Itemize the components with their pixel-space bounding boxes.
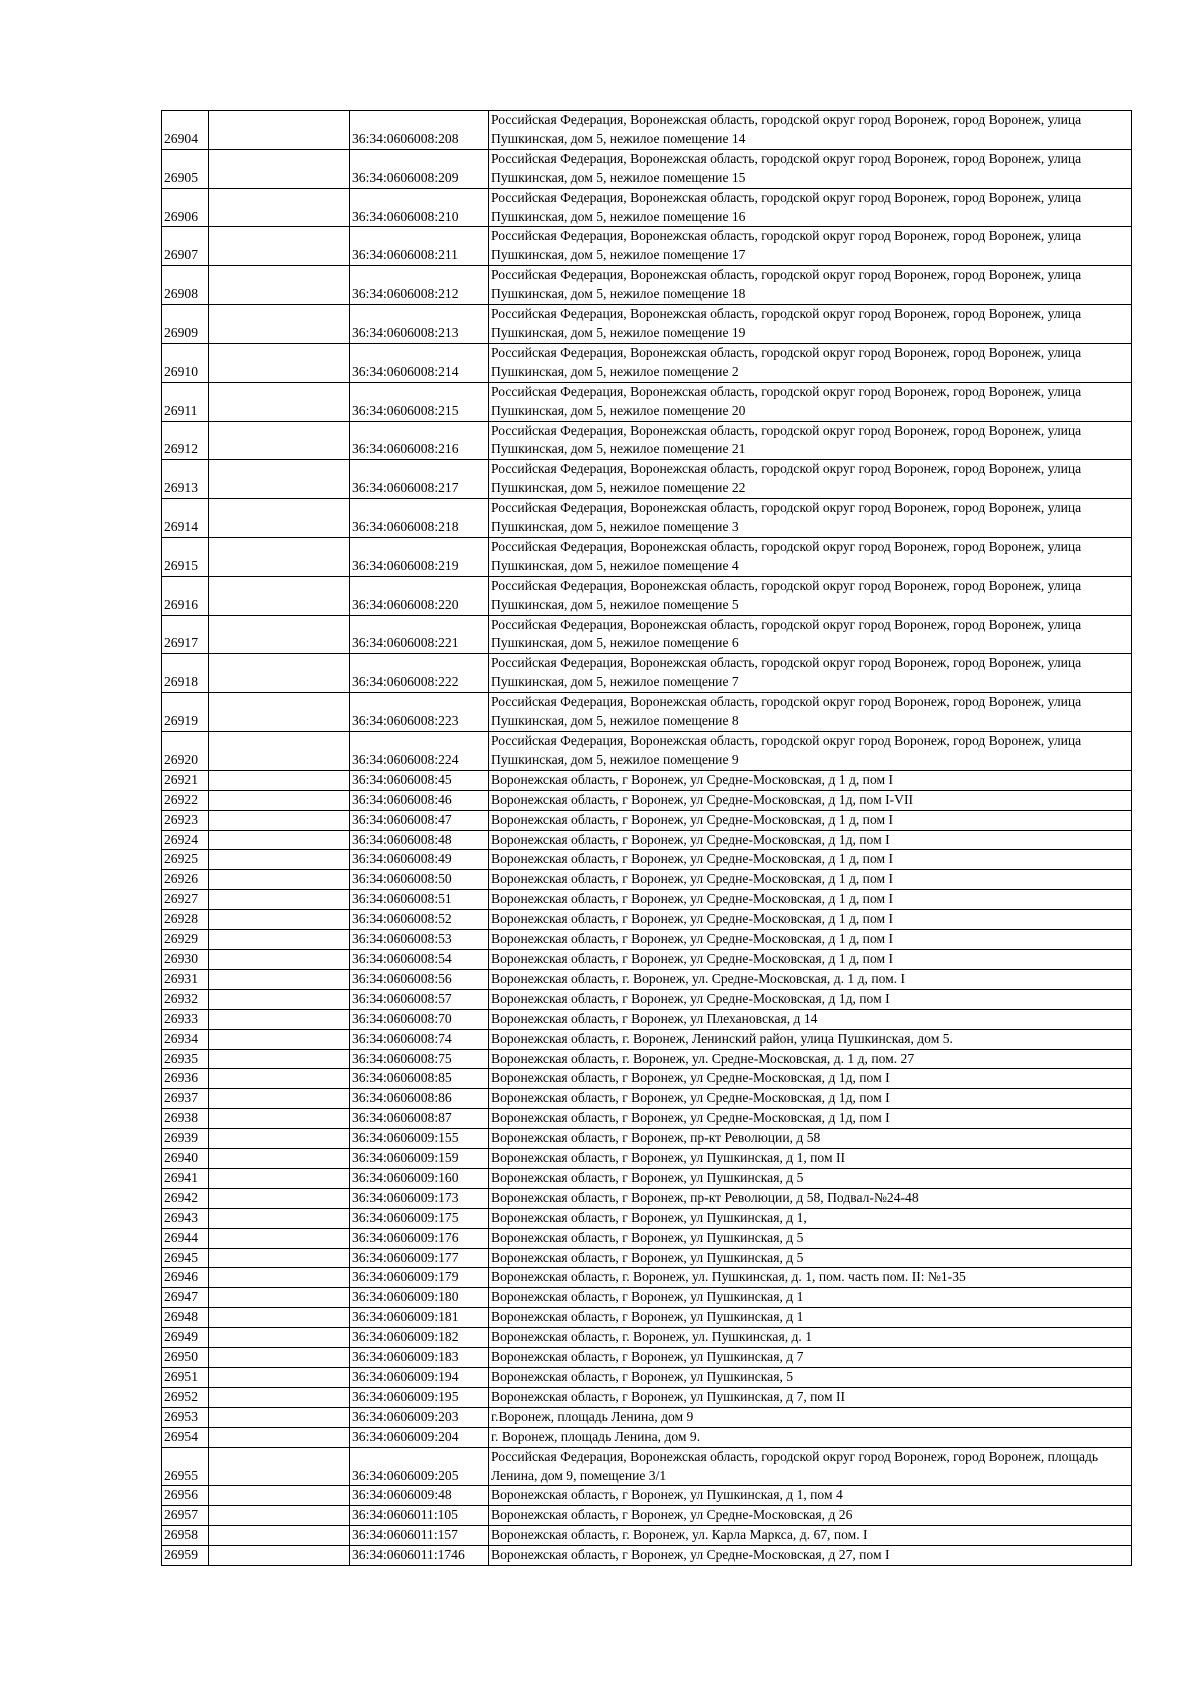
cadastral-number-cell: 36:34:0606008:45 <box>350 770 489 790</box>
row-number-cell: 26939 <box>162 1129 209 1149</box>
row-number-cell: 26935 <box>162 1049 209 1069</box>
empty-cell <box>209 382 350 421</box>
address-cell: Воронежская область, г Воронеж, пр-кт Революции, д 58 <box>489 1129 1132 1149</box>
table-row <box>162 1387 1132 1407</box>
row-number-cell: 26920 <box>162 732 209 771</box>
row-number-cell: 26955 <box>162 1447 209 1486</box>
address-cell: г. Воронеж, площадь Ленина, дом 9. <box>489 1427 1132 1447</box>
address-cell: Воронежская область, г Воронеж, ул Средне-Московская, д 1д, пом I-VII <box>489 790 1132 810</box>
cadastral-number-cell: 36:34:0606009:194 <box>350 1368 489 1388</box>
table-row <box>162 537 1132 576</box>
empty-cell <box>209 654 350 693</box>
empty-cell <box>209 1506 350 1526</box>
table-row <box>162 227 1132 266</box>
row-number-cell: 26934 <box>162 1029 209 1049</box>
row-number-cell: 26927 <box>162 890 209 910</box>
address-cell: Воронежская область, г Воронеж, ул Средне-Московская, д 1д, пом I <box>489 1089 1132 1109</box>
empty-cell <box>209 343 350 382</box>
cadastral-number-cell: 36:34:0606009:160 <box>350 1168 489 1188</box>
empty-cell <box>209 949 350 969</box>
empty-cell <box>209 1149 350 1169</box>
address-cell: г.Воронеж, площадь Ленина, дом 9 <box>489 1407 1132 1427</box>
row-number-cell: 26911 <box>162 382 209 421</box>
address-cell: Российская Федерация, Воронежская область, городской округ город Воронеж, город Воронеж, улица Пушкинская, дом 5, нежилое помещение 6 <box>489 615 1132 654</box>
table-row <box>162 1208 1132 1228</box>
address-cell: Российская Федерация, Воронежская область, городской округ город Воронеж, город Воронеж, улица Пушкинская, дом 5, нежилое помещение 15 <box>489 149 1132 188</box>
address-cell: Российская Федерация, Воронежская область, городской округ город Воронеж, город Воронеж, улица Пушкинская, дом 5, нежилое помещение 18 <box>489 266 1132 305</box>
table-row <box>162 1049 1132 1069</box>
address-cell: Воронежская область, г. Воронеж, ул. Карла Маркса, д. 67, пом. I <box>489 1526 1132 1546</box>
row-number-cell: 26954 <box>162 1427 209 1447</box>
empty-cell <box>209 149 350 188</box>
empty-cell <box>209 1526 350 1546</box>
empty-cell <box>209 499 350 538</box>
row-number-cell: 26928 <box>162 910 209 930</box>
empty-cell <box>209 969 350 989</box>
empty-cell <box>209 870 350 890</box>
table-row <box>162 1368 1132 1388</box>
row-number-cell: 26926 <box>162 870 209 890</box>
row-number-cell: 26919 <box>162 693 209 732</box>
empty-cell <box>209 1447 350 1486</box>
row-number-cell: 26950 <box>162 1348 209 1368</box>
table-row <box>162 732 1132 771</box>
address-cell: Воронежская область, г Воронеж, ул Средне-Московская, д 1д, пом I <box>489 830 1132 850</box>
cadastral-number-cell: 36:34:0606009:175 <box>350 1208 489 1228</box>
cadastral-number-cell: 36:34:0606008:219 <box>350 537 489 576</box>
table-row <box>162 266 1132 305</box>
table-row <box>162 989 1132 1009</box>
table-row <box>162 930 1132 950</box>
row-number-cell: 26946 <box>162 1268 209 1288</box>
address-cell: Воронежская область, г Воронеж, ул Средне-Московская, д 1 д, пом I <box>489 810 1132 830</box>
table-row <box>162 1268 1132 1288</box>
table-row <box>162 1129 1132 1149</box>
cadastral-number-cell: 36:34:0606011:1746 <box>350 1546 489 1566</box>
address-cell: Российская Федерация, Воронежская область, городской округ город Воронеж, город Воронеж, улица Пушкинская, дом 5, нежилое помещение 21 <box>489 421 1132 460</box>
table-row <box>162 1248 1132 1268</box>
row-number-cell: 26956 <box>162 1486 209 1506</box>
table-row <box>162 1288 1132 1308</box>
cadastral-number-cell: 36:34:0606011:105 <box>350 1506 489 1526</box>
empty-cell <box>209 693 350 732</box>
empty-cell <box>209 810 350 830</box>
table-row <box>162 382 1132 421</box>
address-cell: Воронежская область, г Воронеж, ул Средне-Московская, д 1 д, пом I <box>489 910 1132 930</box>
address-cell: Воронежская область, г Воронеж, ул Пушкинская, д 7, пом II <box>489 1387 1132 1407</box>
row-number-cell: 26914 <box>162 499 209 538</box>
cadastral-number-cell: 36:34:0606009:179 <box>350 1268 489 1288</box>
empty-cell <box>209 266 350 305</box>
table-row <box>162 1228 1132 1248</box>
row-number-cell: 26959 <box>162 1546 209 1566</box>
table-row <box>162 910 1132 930</box>
empty-cell <box>209 1089 350 1109</box>
row-number-cell: 26906 <box>162 188 209 227</box>
row-number-cell: 26909 <box>162 305 209 344</box>
address-cell: Российская Федерация, Воронежская область, городской округ город Воронеж, город Воронеж, улица Пушкинская, дом 5, нежилое помещение 19 <box>489 305 1132 344</box>
address-cell: Воронежская область, г Воронеж, ул Пушкинская, д 7 <box>489 1348 1132 1368</box>
cadastral-number-cell: 36:34:0606008:53 <box>350 930 489 950</box>
address-cell: Воронежская область, г Воронеж, ул Средне-Московская, д 1д, пом I <box>489 989 1132 1009</box>
cadastral-number-cell: 36:34:0606008:222 <box>350 654 489 693</box>
row-number-cell: 26912 <box>162 421 209 460</box>
address-cell: Воронежская область, г Воронеж, ул Средне-Московская, д 1 д, пом I <box>489 850 1132 870</box>
row-number-cell: 26933 <box>162 1009 209 1029</box>
row-number-cell: 26905 <box>162 149 209 188</box>
row-number-cell: 26940 <box>162 1149 209 1169</box>
table-row <box>162 770 1132 790</box>
empty-cell <box>209 1288 350 1308</box>
empty-cell <box>209 111 350 150</box>
table-row <box>162 969 1132 989</box>
empty-cell <box>209 850 350 870</box>
table-row <box>162 850 1132 870</box>
table-row <box>162 1526 1132 1546</box>
row-number-cell: 26952 <box>162 1387 209 1407</box>
address-cell: Российская Федерация, Воронежская область, городской округ город Воронеж, город Воронеж, улица Пушкинская, дом 5, нежилое помещение 9 <box>489 732 1132 771</box>
empty-cell <box>209 890 350 910</box>
cadastral-number-cell: 36:34:0606009:183 <box>350 1348 489 1368</box>
table-row <box>162 460 1132 499</box>
table-row <box>162 111 1132 150</box>
table-row <box>162 1407 1132 1427</box>
address-cell: Российская Федерация, Воронежская область, городской округ город Воронеж, город Воронеж, улица Пушкинская, дом 5, нежилое помещение 4 <box>489 537 1132 576</box>
cadastral-number-cell: 36:34:0606008:48 <box>350 830 489 850</box>
cadastral-number-cell: 36:34:0606008:221 <box>350 615 489 654</box>
cadastral-number-cell: 36:34:0606008:212 <box>350 266 489 305</box>
cadastral-number-cell: 36:34:0606009:182 <box>350 1328 489 1348</box>
row-number-cell: 26921 <box>162 770 209 790</box>
address-cell: Воронежская область, г. Воронеж, Ленинский район, улица Пушкинская, дом 5. <box>489 1029 1132 1049</box>
empty-cell <box>209 1328 350 1348</box>
address-cell: Воронежская область, г Воронеж, ул Средне-Московская, д 1 д, пом I <box>489 930 1132 950</box>
empty-cell <box>209 1188 350 1208</box>
row-number-cell: 26923 <box>162 810 209 830</box>
table-row <box>162 1109 1132 1129</box>
empty-cell <box>209 1109 350 1129</box>
cadastral-number-cell: 36:34:0606008:209 <box>350 149 489 188</box>
cadastral-number-cell: 36:34:0606009:159 <box>350 1149 489 1169</box>
empty-cell <box>209 1546 350 1566</box>
empty-cell <box>209 910 350 930</box>
document-page <box>161 110 1131 1566</box>
row-number-cell: 26947 <box>162 1288 209 1308</box>
row-number-cell: 26948 <box>162 1308 209 1328</box>
table-row <box>162 830 1132 850</box>
table-row <box>162 343 1132 382</box>
address-cell: Воронежская область, г Воронеж, ул Пушкинская, д 1 <box>489 1308 1132 1328</box>
address-cell: Российская Федерация, Воронежская область, городской округ город Воронеж, город Воронеж, улица Пушкинская, дом 5, нежилое помещение 2 <box>489 343 1132 382</box>
empty-cell <box>209 1069 350 1089</box>
row-number-cell: 26953 <box>162 1407 209 1427</box>
address-cell: Воронежская область, г Воронеж, ул Средне-Московская, д 1 д, пом I <box>489 949 1132 969</box>
empty-cell <box>209 1427 350 1447</box>
table-row <box>162 1009 1132 1029</box>
empty-cell <box>209 1486 350 1506</box>
address-cell: Воронежская область, г Воронеж, ул Средне-Московская, д 1д, пом I <box>489 1109 1132 1129</box>
empty-cell <box>209 1228 350 1248</box>
table-row <box>162 1546 1132 1566</box>
row-number-cell: 26938 <box>162 1109 209 1129</box>
cadastral-number-cell: 36:34:0606008:75 <box>350 1049 489 1069</box>
cadastral-number-cell: 36:34:0606009:181 <box>350 1308 489 1328</box>
empty-cell <box>209 1009 350 1029</box>
address-cell: Воронежская область, г Воронеж, ул Пушкинская, д 1 <box>489 1288 1132 1308</box>
table-row <box>162 499 1132 538</box>
empty-cell <box>209 188 350 227</box>
cadastral-number-cell: 36:34:0606008:211 <box>350 227 489 266</box>
empty-cell <box>209 989 350 1009</box>
address-cell: Российская Федерация, Воронежская область, городской округ город Воронеж, город Воронеж, улица Пушкинская, дом 5, нежилое помещение 7 <box>489 654 1132 693</box>
empty-cell <box>209 421 350 460</box>
empty-cell <box>209 830 350 850</box>
cadastral-number-cell: 36:34:0606008:49 <box>350 850 489 870</box>
address-cell: Воронежская область, г Воронеж, ул Пушкинская, д 1, пом II <box>489 1149 1132 1169</box>
table-row <box>162 149 1132 188</box>
cadastral-number-cell: 36:34:0606009:205 <box>350 1447 489 1486</box>
cadastral-number-cell: 36:34:0606008:213 <box>350 305 489 344</box>
empty-cell <box>209 460 350 499</box>
address-cell: Российская Федерация, Воронежская область, городской округ город Воронеж, город Воронеж, улица Пушкинская, дом 5, нежилое помещение 5 <box>489 576 1132 615</box>
row-number-cell: 26915 <box>162 537 209 576</box>
row-number-cell: 26930 <box>162 949 209 969</box>
address-cell: Российская Федерация, Воронежская область, городской округ город Воронеж, город Воронеж, улица Пушкинская, дом 5, нежилое помещение 14 <box>489 111 1132 150</box>
table-row <box>162 890 1132 910</box>
row-number-cell: 26925 <box>162 850 209 870</box>
cadastral-number-cell: 36:34:0606009:180 <box>350 1288 489 1308</box>
empty-cell <box>209 305 350 344</box>
cadastral-number-cell: 36:34:0606009:176 <box>350 1228 489 1248</box>
cadastral-number-cell: 36:34:0606008:54 <box>350 949 489 969</box>
address-cell: Воронежская область, г Воронеж, ул Средне-Московская, д 1 д, пом I <box>489 870 1132 890</box>
row-number-cell: 26916 <box>162 576 209 615</box>
table-row <box>162 421 1132 460</box>
table-row <box>162 1069 1132 1089</box>
row-number-cell: 26922 <box>162 790 209 810</box>
table-row <box>162 305 1132 344</box>
empty-cell <box>209 1049 350 1069</box>
empty-cell <box>209 1168 350 1188</box>
table-row <box>162 1328 1132 1348</box>
empty-cell <box>209 1208 350 1228</box>
cadastral-number-cell: 36:34:0606008:46 <box>350 790 489 810</box>
table-row <box>162 949 1132 969</box>
cadastral-number-cell: 36:34:0606009:204 <box>350 1427 489 1447</box>
row-number-cell: 26957 <box>162 1506 209 1526</box>
address-cell: Российская Федерация, Воронежская область, городской округ город Воронеж, город Воронеж, улица Пушкинская, дом 5, нежилое помещение 3 <box>489 499 1132 538</box>
empty-cell <box>209 732 350 771</box>
cadastral-number-cell: 36:34:0606008:57 <box>350 989 489 1009</box>
row-number-cell: 26931 <box>162 969 209 989</box>
table-row <box>162 870 1132 890</box>
address-cell: Воронежская область, г Воронеж, ул Средне-Московская, д 1д, пом I <box>489 1069 1132 1089</box>
address-cell: Российская Федерация, Воронежская область, городской округ город Воронеж, город Воронеж, улица Пушкинская, дом 5, нежилое помещение 17 <box>489 227 1132 266</box>
table-row <box>162 615 1132 654</box>
cadastral-number-cell: 36:34:0606011:157 <box>350 1526 489 1546</box>
table-row <box>162 1486 1132 1506</box>
address-cell: Российская Федерация, Воронежская область, городской округ город Воронеж, город Воронеж, улица Пушкинская, дом 5, нежилое помещение 16 <box>489 188 1132 227</box>
empty-cell <box>209 930 350 950</box>
cadastral-number-cell: 36:34:0606008:52 <box>350 910 489 930</box>
empty-cell <box>209 1129 350 1149</box>
row-number-cell: 26944 <box>162 1228 209 1248</box>
cadastral-number-cell: 36:34:0606008:51 <box>350 890 489 910</box>
row-number-cell: 26943 <box>162 1208 209 1228</box>
address-cell: Воронежская область, г Воронеж, ул Средне-Московская, д 26 <box>489 1506 1132 1526</box>
table-row <box>162 1427 1132 1447</box>
cadastral-number-cell: 36:34:0606008:86 <box>350 1089 489 1109</box>
cadastral-number-cell: 36:34:0606008:224 <box>350 732 489 771</box>
address-cell: Воронежская область, г. Воронеж, ул. Пушкинская, д. 1 <box>489 1328 1132 1348</box>
row-number-cell: 26917 <box>162 615 209 654</box>
cadastral-number-cell: 36:34:0606008:210 <box>350 188 489 227</box>
table-row <box>162 654 1132 693</box>
address-cell: Воронежская область, г Воронеж, ул Средне-Московская, д 1 д, пом I <box>489 890 1132 910</box>
cadastral-number-cell: 36:34:0606008:215 <box>350 382 489 421</box>
table-row <box>162 1089 1132 1109</box>
registry-table-body <box>162 111 1132 1566</box>
row-number-cell: 26907 <box>162 227 209 266</box>
row-number-cell: 26936 <box>162 1069 209 1089</box>
cadastral-number-cell: 36:34:0606009:173 <box>350 1188 489 1208</box>
address-cell: Воронежская область, г Воронеж, ул Средне-Московская, д 1 д, пом I <box>489 770 1132 790</box>
row-number-cell: 26945 <box>162 1248 209 1268</box>
row-number-cell: 26908 <box>162 266 209 305</box>
address-cell: Воронежская область, г Воронеж, ул Пушкинская, д 5 <box>489 1248 1132 1268</box>
empty-cell <box>209 615 350 654</box>
table-row <box>162 1188 1132 1208</box>
address-cell: Воронежская область, г Воронеж, ул Пушкинская, 5 <box>489 1368 1132 1388</box>
empty-cell <box>209 576 350 615</box>
table-row <box>162 1506 1132 1526</box>
row-number-cell: 26910 <box>162 343 209 382</box>
address-cell: Воронежская область, г Воронеж, ул Пушкинская, д 1, пом 4 <box>489 1486 1132 1506</box>
cadastral-number-cell: 36:34:0606008:87 <box>350 1109 489 1129</box>
row-number-cell: 26913 <box>162 460 209 499</box>
registry-table <box>161 110 1132 1566</box>
row-number-cell: 26942 <box>162 1188 209 1208</box>
cadastral-number-cell: 36:34:0606009:195 <box>350 1387 489 1407</box>
empty-cell <box>209 1407 350 1427</box>
address-cell: Воронежская область, г Воронеж, ул Средне-Московская, д 27, пом I <box>489 1546 1132 1566</box>
row-number-cell: 26929 <box>162 930 209 950</box>
cadastral-number-cell: 36:34:0606008:47 <box>350 810 489 830</box>
cadastral-number-cell: 36:34:0606008:220 <box>350 576 489 615</box>
address-cell: Воронежская область, г Воронеж, ул Пушкинская, д 5 <box>489 1228 1132 1248</box>
table-row <box>162 1348 1132 1368</box>
table-row <box>162 576 1132 615</box>
cadastral-number-cell: 36:34:0606009:155 <box>350 1129 489 1149</box>
empty-cell <box>209 770 350 790</box>
cadastral-number-cell: 36:34:0606008:56 <box>350 969 489 989</box>
empty-cell <box>209 537 350 576</box>
address-cell: Воронежская область, г Воронеж, ул Пушкинская, д 5 <box>489 1168 1132 1188</box>
address-cell: Воронежская область, г. Воронеж, ул. Средне-Московская, д. 1 д, пом. 27 <box>489 1049 1132 1069</box>
cadastral-number-cell: 36:34:0606008:217 <box>350 460 489 499</box>
empty-cell <box>209 1387 350 1407</box>
empty-cell <box>209 1268 350 1288</box>
table-row <box>162 1308 1132 1328</box>
address-cell: Воронежская область, г Воронеж, пр-кт Революции, д 58, Подвал-№24-48 <box>489 1188 1132 1208</box>
cadastral-number-cell: 36:34:0606008:74 <box>350 1029 489 1049</box>
empty-cell <box>209 1368 350 1388</box>
table-row <box>162 1447 1132 1486</box>
row-number-cell: 26932 <box>162 989 209 1009</box>
cadastral-number-cell: 36:34:0606008:218 <box>350 499 489 538</box>
row-number-cell: 26941 <box>162 1168 209 1188</box>
table-row <box>162 790 1132 810</box>
cadastral-number-cell: 36:34:0606009:203 <box>350 1407 489 1427</box>
row-number-cell: 26958 <box>162 1526 209 1546</box>
table-row <box>162 1149 1132 1169</box>
address-cell: Воронежская область, г. Воронеж, ул. Пушкинская, д. 1, пом. часть пом. II: №1-35 <box>489 1268 1132 1288</box>
empty-cell <box>209 1248 350 1268</box>
row-number-cell: 26951 <box>162 1368 209 1388</box>
table-row <box>162 1029 1132 1049</box>
empty-cell <box>209 790 350 810</box>
table-row <box>162 810 1132 830</box>
table-row <box>162 1168 1132 1188</box>
cadastral-number-cell: 36:34:0606009:48 <box>350 1486 489 1506</box>
table-row <box>162 188 1132 227</box>
row-number-cell: 26949 <box>162 1328 209 1348</box>
table-row <box>162 693 1132 732</box>
address-cell: Российская Федерация, Воронежская область, городской округ город Воронеж, город Воронеж, улица Пушкинская, дом 5, нежилое помещение 20 <box>489 382 1132 421</box>
address-cell: Воронежская область, г. Воронеж, ул. Средне-Московская, д. 1 д, пом. I <box>489 969 1132 989</box>
row-number-cell: 26924 <box>162 830 209 850</box>
cadastral-number-cell: 36:34:0606008:223 <box>350 693 489 732</box>
cadastral-number-cell: 36:34:0606008:216 <box>350 421 489 460</box>
address-cell: Российская Федерация, Воронежская область, городской округ город Воронеж, город Воронеж, улица Пушкинская, дом 5, нежилое помещение 8 <box>489 693 1132 732</box>
empty-cell <box>209 1029 350 1049</box>
address-cell: Воронежская область, г Воронеж, ул Плехановская, д 14 <box>489 1009 1132 1029</box>
cadastral-number-cell: 36:34:0606008:70 <box>350 1009 489 1029</box>
empty-cell <box>209 227 350 266</box>
cadastral-number-cell: 36:34:0606009:177 <box>350 1248 489 1268</box>
cadastral-number-cell: 36:34:0606008:85 <box>350 1069 489 1089</box>
cadastral-number-cell: 36:34:0606008:208 <box>350 111 489 150</box>
address-cell: Российская Федерация, Воронежская область, городской округ город Воронеж, город Воронеж, улица Пушкинская, дом 5, нежилое помещение 22 <box>489 460 1132 499</box>
row-number-cell: 26904 <box>162 111 209 150</box>
address-cell: Воронежская область, г Воронеж, ул Пушкинская, д 1, <box>489 1208 1132 1228</box>
row-number-cell: 26937 <box>162 1089 209 1109</box>
cadastral-number-cell: 36:34:0606008:214 <box>350 343 489 382</box>
address-cell: Российская Федерация, Воронежская область, городской округ город Воронеж, город Воронеж, площадь Ленина, дом 9, помещение 3/1 <box>489 1447 1132 1486</box>
empty-cell <box>209 1308 350 1328</box>
cadastral-number-cell: 36:34:0606008:50 <box>350 870 489 890</box>
row-number-cell: 26918 <box>162 654 209 693</box>
empty-cell <box>209 1348 350 1368</box>
